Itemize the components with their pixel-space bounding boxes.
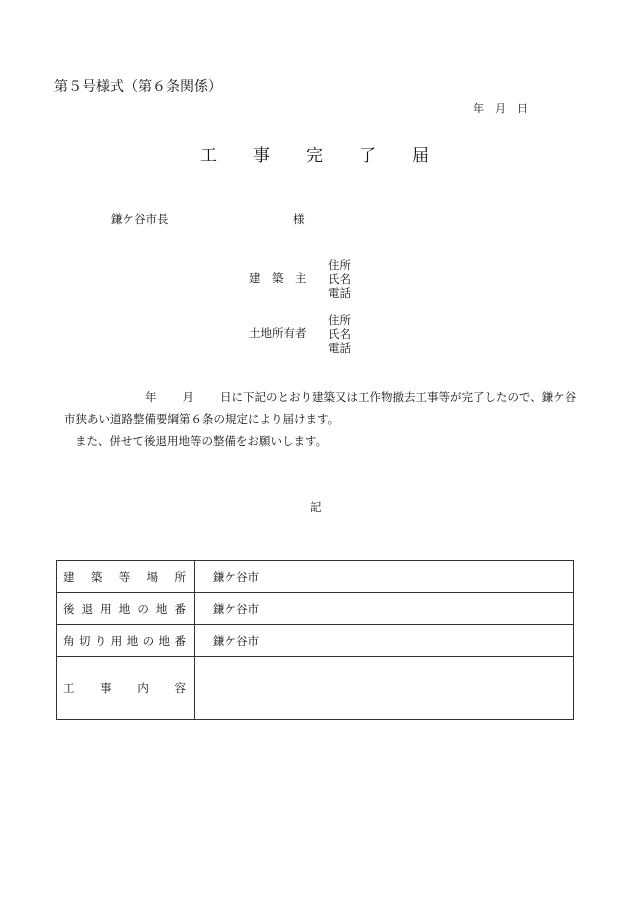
body-year: 年 — [145, 390, 157, 404]
form-number: 第５号様式（第６条関係） — [54, 79, 222, 95]
table-row — [57, 561, 574, 593]
body-month: 月 — [182, 390, 194, 404]
title-char: 了 — [359, 146, 376, 166]
builder-label: 建 築 主 — [249, 271, 307, 285]
builder-name-field[interactable]: 氏名 — [328, 272, 351, 286]
setback-lot-number-value[interactable]: 鎌ケ谷市 — [195, 593, 574, 625]
title-char: 事 — [253, 146, 270, 166]
label-char: 切 — [78, 633, 91, 648]
label-char: 番 — [174, 601, 186, 616]
label-char: 地 — [118, 601, 131, 616]
details-table — [56, 560, 574, 720]
label-char: 番 — [174, 633, 186, 648]
owner-phone-field[interactable]: 電話 — [328, 341, 351, 355]
label-char: 用 — [110, 633, 123, 648]
label-char: 築 — [90, 569, 103, 584]
work-details-value[interactable] — [195, 657, 574, 720]
label-char: 事 — [100, 681, 112, 695]
body-line1-rest: 日に下記のとおり建築又は工作物撤去工事等が完了したので、鎌ケ谷 — [220, 390, 577, 404]
builder-address-field[interactable]: 住所 — [328, 258, 351, 272]
title-char: 完 — [306, 146, 323, 166]
label-char: 工 — [63, 681, 75, 695]
title-char: 届 — [412, 146, 429, 166]
table-row — [57, 593, 574, 625]
document-title — [200, 141, 465, 166]
title-char: 工 — [200, 146, 217, 166]
label-char: の — [137, 601, 149, 616]
label-char: 用 — [100, 601, 112, 616]
corner-cut-lot-number-value[interactable]: 鎌ケ谷市 — [195, 625, 574, 657]
date-line: 年 月 日 — [473, 102, 528, 115]
addressee-honorific: 様 — [293, 212, 305, 226]
ki-heading: 記 — [310, 500, 322, 514]
table-row — [57, 657, 574, 720]
body-line-1 — [145, 387, 576, 407]
label-char: 地 — [158, 633, 171, 648]
row-label-corner-cut-lot-number — [57, 625, 195, 657]
builder-phone-field[interactable]: 電話 — [328, 286, 351, 300]
land-owner-label: 土地所有者 — [249, 326, 307, 340]
label-char: 所 — [174, 569, 186, 584]
table-row — [57, 625, 574, 657]
construction-site-value[interactable]: 鎌ケ谷市 — [195, 561, 574, 593]
label-char: 場 — [146, 569, 159, 584]
row-label-work-details — [57, 657, 195, 720]
row-label-construction-site — [57, 561, 195, 593]
label-char: 等 — [118, 569, 131, 584]
label-char: 建 — [63, 569, 75, 584]
body-line-3: また、併せて後退用地等の整備をお願いします。 — [75, 434, 328, 448]
owner-address-field[interactable]: 住所 — [328, 313, 351, 327]
label-char: 地 — [155, 601, 168, 616]
addressee-name: 鎌ケ谷市長 — [111, 212, 169, 226]
label-char: 角 — [63, 633, 75, 648]
label-char: 内 — [137, 681, 149, 695]
body-line-2: 市狭あい道路整備要綱第６条の規定により届けます。 — [64, 412, 340, 426]
label-char: の — [142, 633, 155, 648]
label-char: り — [94, 633, 107, 648]
label-char: 地 — [126, 633, 139, 648]
owner-name-field[interactable]: 氏名 — [328, 327, 351, 341]
label-char: 後 — [63, 601, 75, 616]
label-char: 容 — [174, 681, 186, 695]
row-label-setback-lot-number — [57, 593, 195, 625]
label-char: 退 — [81, 601, 94, 616]
